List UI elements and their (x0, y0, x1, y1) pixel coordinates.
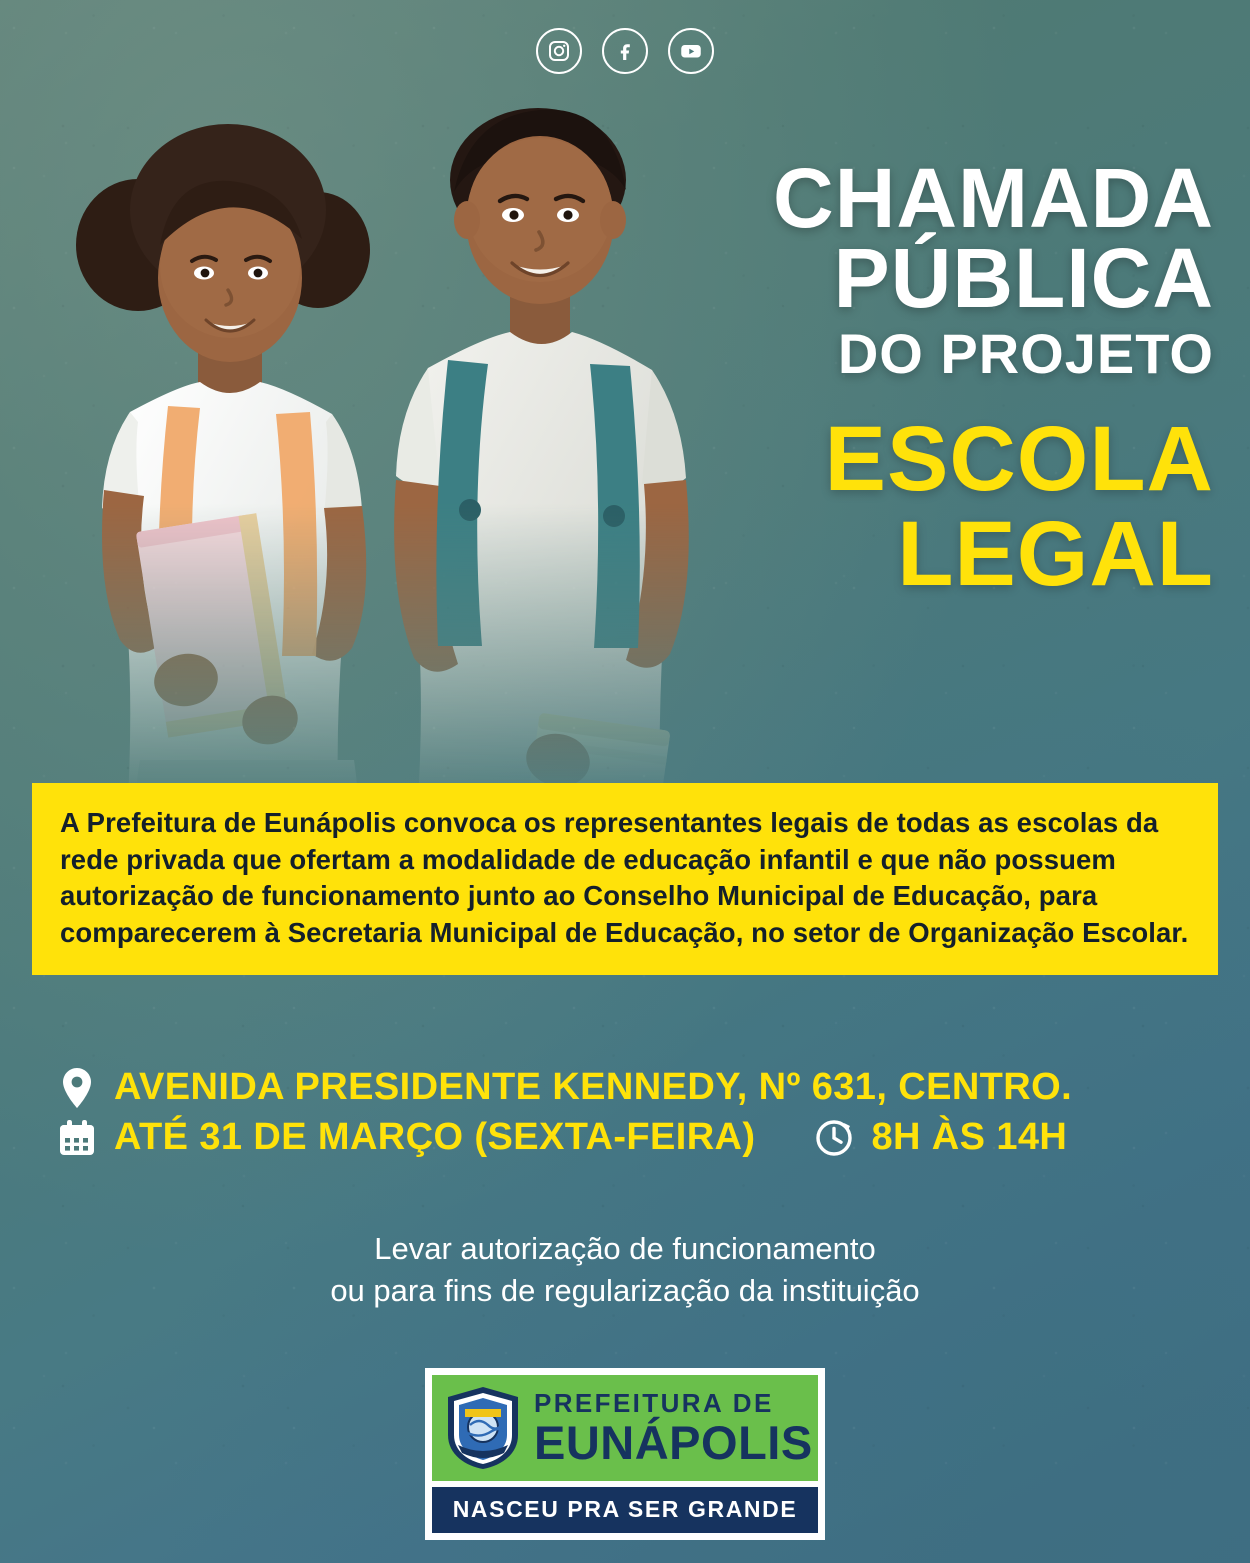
facebook-icon[interactable] (602, 28, 648, 74)
event-details (56, 1066, 1072, 1165)
announcement-text: A Prefeitura de Eunápolis convoca os representantes legais de todas as escolas da rede privada que ofertam a modalidade de educação infantil e que não possuem autorização de funcionamento junto ao Conselho Municipal de Educação, para comparecerem à Secretaria Municipal de Educação, no setor de Organização Escolar. (60, 807, 1189, 948)
headline-line-2: PÚBLICA (833, 231, 1214, 326)
youtube-icon[interactable] (668, 28, 714, 74)
coat-of-arms-icon (444, 1385, 522, 1471)
date-time-line (56, 1116, 1072, 1160)
headline-line-1: CHAMADA (773, 151, 1214, 245)
logo-slogan: NASCEU PRA SER GRANDE (432, 1487, 818, 1533)
social-icons-row (0, 28, 1250, 74)
announcement-box (32, 783, 1218, 975)
date-text: ATÉ 31 DE MARÇO (SEXTA-FEIRA) (114, 1115, 756, 1158)
subnote-line-1: Levar autorização de funcionamento (374, 1231, 876, 1266)
subnote-block (0, 1228, 1250, 1312)
headline-block (574, 151, 1214, 605)
headline-line-3: DO PROJETO (837, 321, 1214, 385)
calendar-icon (56, 1119, 98, 1157)
subnote-line-2: ou para fins de regularização da instituição (330, 1272, 920, 1308)
time-text: 8H ÀS 14H (871, 1115, 1068, 1158)
headline-line-4: ESCOLA (824, 407, 1214, 510)
address-text: AVENIDA PRESIDENTE KENNEDY, Nº 631, CENTRO. (114, 1066, 1073, 1108)
logo-word-top: PREFEITURA DE (534, 1388, 774, 1418)
headline-line-5: LEGAL (897, 502, 1214, 605)
logo-word-main: EUNÁPOLIS (534, 1416, 813, 1469)
address-line (56, 1066, 1072, 1110)
city-hall-logo (425, 1368, 825, 1540)
instagram-icon[interactable] (536, 28, 582, 74)
logo-wordmark (534, 1388, 813, 1469)
logo-top-bar (432, 1375, 818, 1481)
location-pin-icon (56, 1067, 98, 1109)
clock-icon (813, 1119, 855, 1157)
